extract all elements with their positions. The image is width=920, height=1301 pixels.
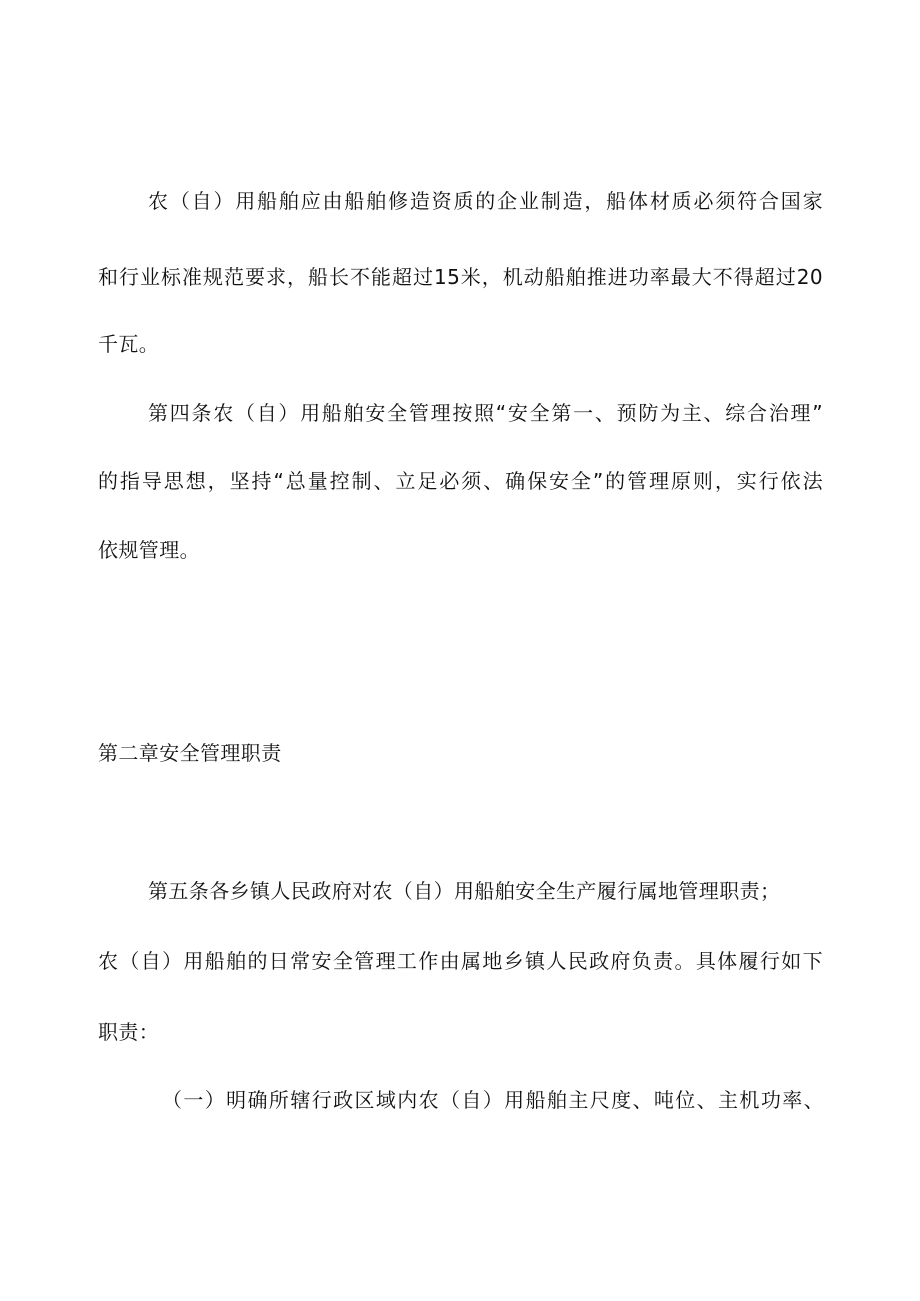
article-4-line-2: 的指导思想，坚持“总量控制、立足必须、确保安全”的管理原则，实行依法 [98,469,823,493]
article-5-line-1: 第五条各乡镇人民政府对农（自）用船舶安全生产履行属地管理职责； [148,879,781,903]
article-4-line-1: 第四条农（自）用船舶安全管理按照“安全第一、预防为主、综合治理” [148,401,823,425]
chapter-2-title: 第二章安全管理职责 [98,741,282,765]
paragraph-3-line-2: 和行业标准规范要求，船长不能超过15米，机动船舶推进功率最大不得超过20 [98,265,823,289]
article-5-item-1: （一）明确所辖行政区域内农（自）用船舶主尺度、吨位、主机功率、 [162,1088,824,1112]
article-4-line-3: 依规管理。 [98,538,200,562]
paragraph-3-line-3: 千瓦。 [98,332,160,356]
paragraph-3-line-1: 农（自）用船舶应由船舶修造资质的企业制造，船体材质必须符合国家 [148,189,823,213]
article-5-line-2: 农（自）用船舶的日常安全管理工作由属地乡镇人民政府负责。具体履行如下 [98,949,823,973]
article-5-line-3: 职责： [98,1020,160,1044]
